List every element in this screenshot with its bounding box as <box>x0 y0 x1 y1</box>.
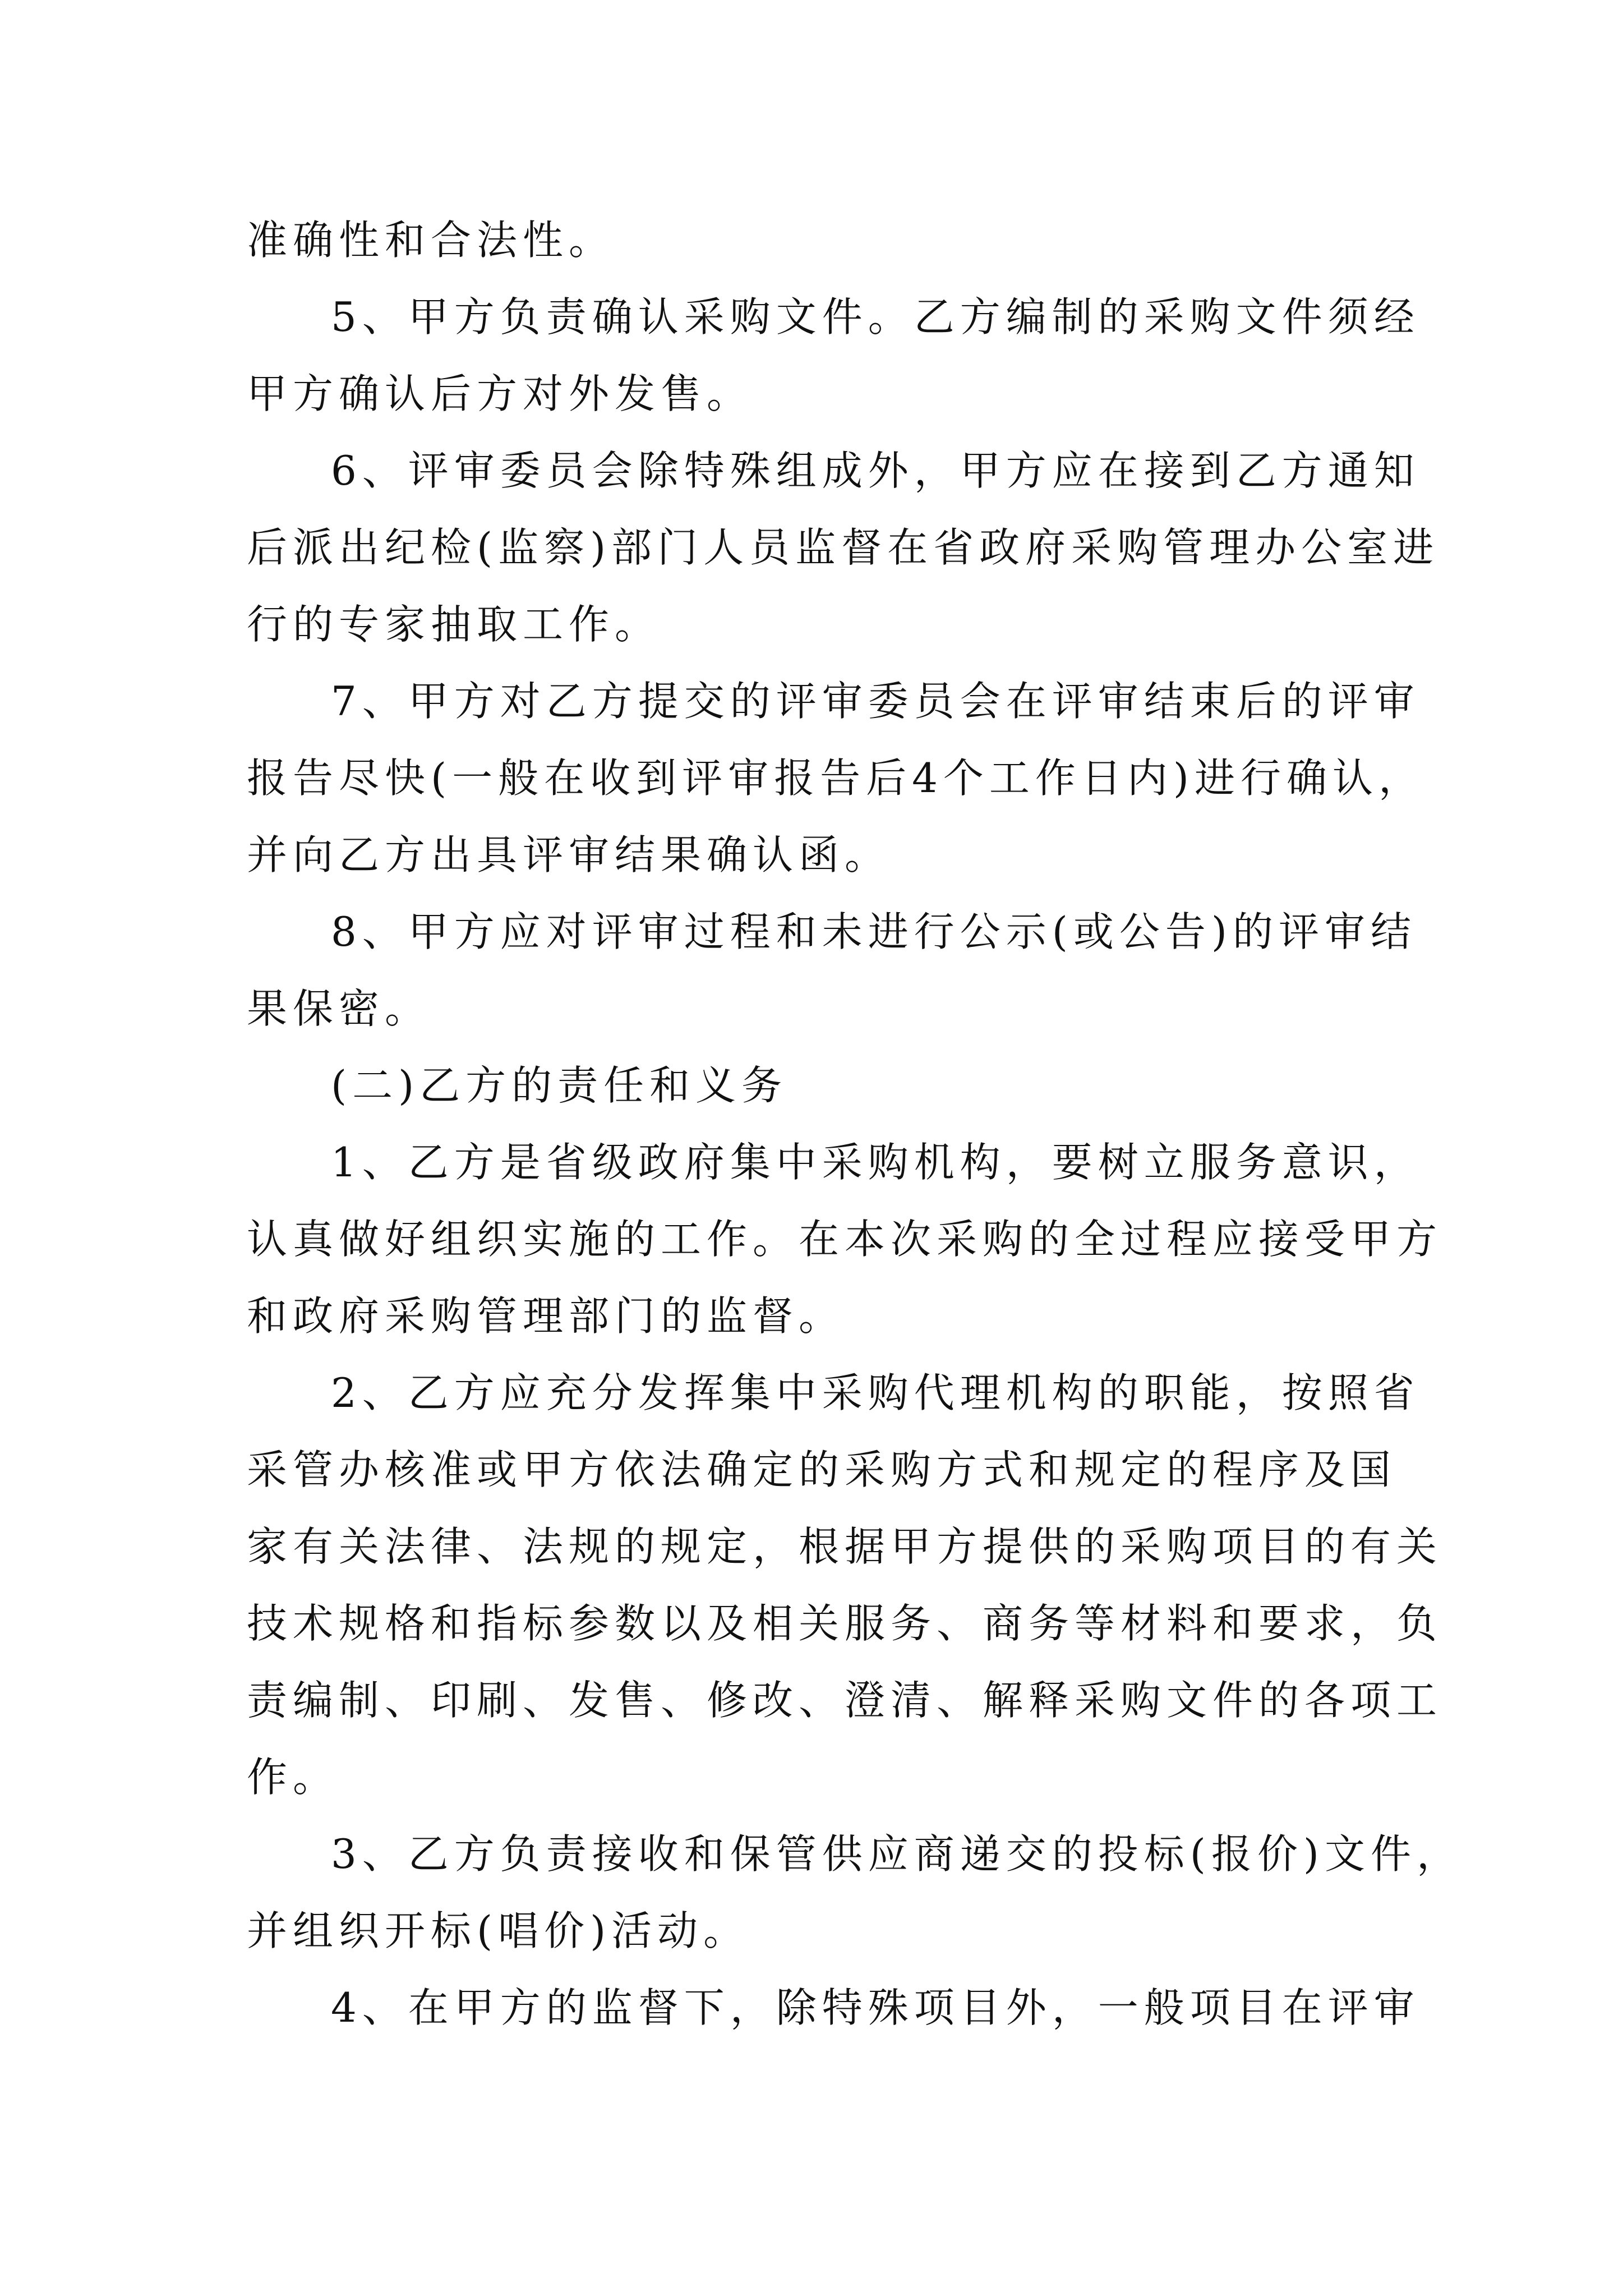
paragraph-first-line: 3、乙方负责接收和保管供应商递交的投标(报价)文件， <box>331 1830 1463 1878</box>
text-line: 和政府采购管理部门的监督。 <box>247 1292 845 1340</box>
text-line: 甲方确认后方对外发售。 <box>247 370 753 417</box>
text-line: 家有关法律、法规的规定，根据甲方提供的采购项目的有关 <box>247 1523 1443 1570</box>
text-line: 责编制、印刷、发售、修改、澄清、解释采购文件的各项工 <box>247 1677 1443 1724</box>
text-line: 技术规格和指标参数以及相关服务、商务等材料和要求，负 <box>247 1600 1443 1647</box>
text-line: 作。 <box>247 1754 339 1801</box>
section-heading: (二)乙方的责任和义务 <box>331 1062 788 1109</box>
text-line: 采管办核准或甲方依法确定的采购方式和规定的程序及国 <box>247 1446 1397 1493</box>
document-body <box>247 202 1463 2046</box>
paragraph-first-line: 4、在甲方的监督下，除特殊项目外，一般项目在评审 <box>331 1984 1420 2031</box>
paragraph-first-line: 2、乙方应充分发挥集中采购代理机构的职能，按照省 <box>331 1369 1420 1416</box>
text-line: 并向乙方出具评审结果确认函。 <box>247 831 891 878</box>
paragraph-first-line: 6、评审委员会除特殊组成外，甲方应在接到乙方通知 <box>331 447 1420 494</box>
text-line: 并组织开标(唱价)活动。 <box>247 1907 750 1954</box>
text-line: 准确性和合法性。 <box>247 217 615 264</box>
text-line: 果保密。 <box>247 985 431 1032</box>
text-line: 认真做好组织实施的工作。在本次采购的全过程应接受甲方 <box>247 1216 1443 1263</box>
paragraph-first-line: 8、甲方应对评审过程和未进行公示(或公告)的评审结 <box>331 908 1417 955</box>
paragraph-first-line: 1、乙方是省级政府集中采购机构，要树立服务意识， <box>331 1139 1420 1186</box>
text-line: 行的专家抽取工作。 <box>247 601 661 648</box>
text-line: 报告尽快(一般在收到评审报告后4个工作日内)进行确认， <box>247 754 1424 802</box>
paragraph-first-line: 5、甲方负责确认采购文件。乙方编制的采购文件须经 <box>331 293 1420 341</box>
paragraph-first-line: 7、甲方对乙方提交的评审委员会在评审结束后的评审 <box>331 678 1420 725</box>
text-line: 后派出纪检(监察)部门人员监督在省政府采购管理办公室进 <box>247 524 1440 571</box>
